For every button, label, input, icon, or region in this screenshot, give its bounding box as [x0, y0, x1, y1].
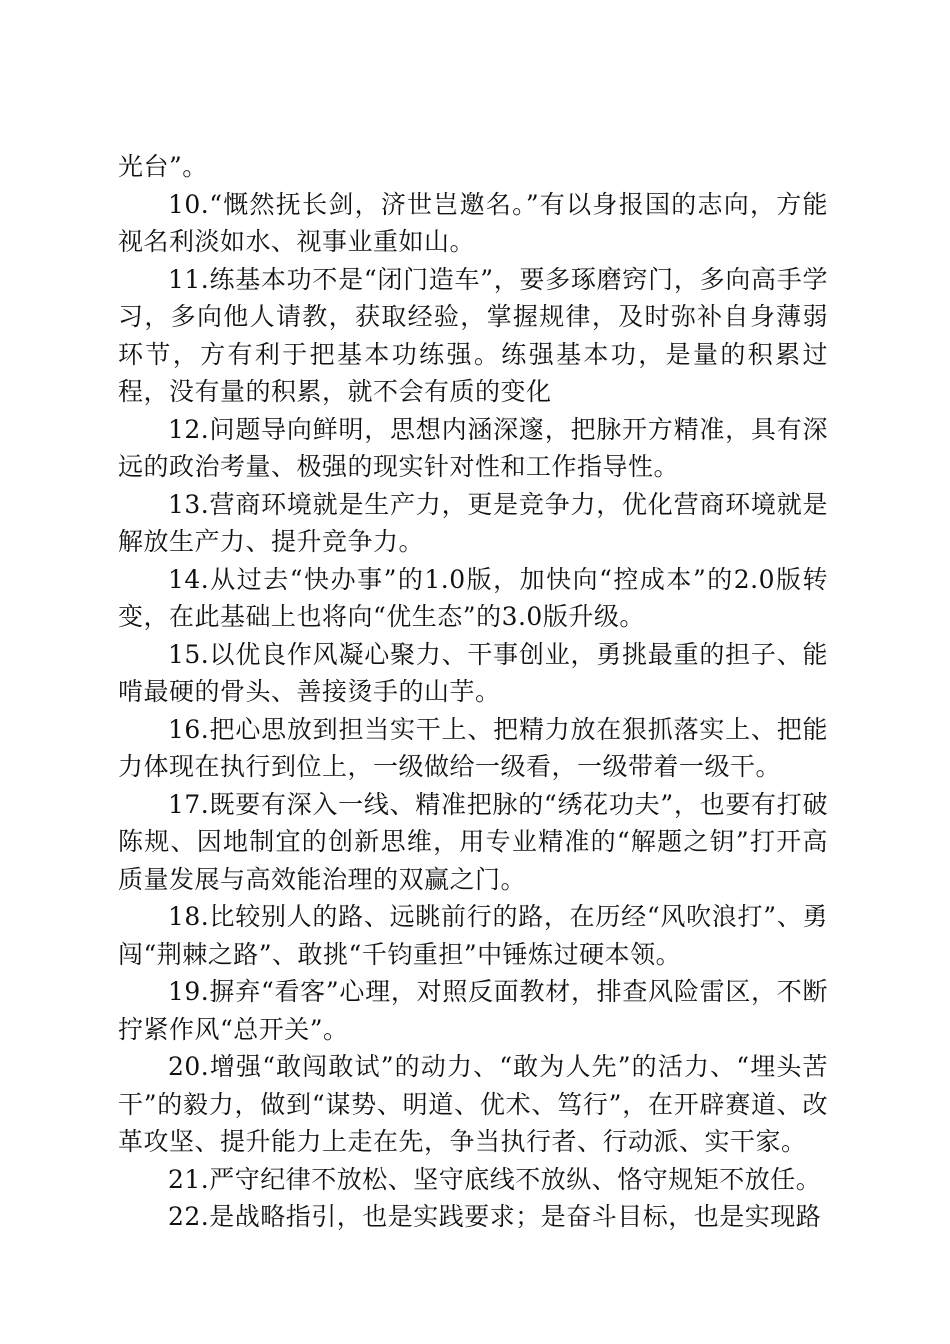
paragraph-19: 19.摒弃“看客”心理，对照反面教材，排查风险雷区，不断拧紧作风“总开关”。 — [118, 977, 828, 1044]
paragraph-14: 14.从过去“快办事”的1.0版，加快向“控成本”的2.0版转变，在此基础上也将向“优生态”的3.0版升级。 — [118, 564, 828, 631]
paragraph-20: 20.增强“敢闯敢试”的动力、“敢为人先”的活力、“埋头苦干”的毅力，做到“谋势、明道、优术、笃行”，在开辟赛道、改革攻坚、提升能力上走在先，争当执行者、行动派、实干家。 — [118, 1052, 828, 1156]
document-body — [118, 148, 828, 1236]
paragraph-11: 11.练基本功不是“闭门造车”，要多琢磨窍门，多向高手学习，多向他人请教，获取经验，掌握规律，及时弥补自身薄弱环节，方有利于把基本功练强。练强基本功，是量的积累过程，没有量的积累，就不会有质的变化 — [118, 264, 828, 406]
paragraph-12: 12.问题导向鲜明，思想内涵深邃，把脉开方精准，具有深远的政治考量、极强的现实针对性和工作指导性。 — [118, 414, 828, 481]
paragraph-13: 13.营商环境就是生产力，更是竞争力，优化营商环境就是解放生产力、提升竞争力。 — [118, 489, 828, 556]
continuation-line: 光台”。 — [118, 152, 208, 181]
paragraph-21: 21.严守纪律不放松、坚守底线不放纵、恪守规矩不放任。 — [168, 1164, 822, 1194]
paragraph-22: 22.是战略指引，也是实践要求；是奋斗目标，也是实现路 — [168, 1202, 822, 1231]
paragraph-10: 10.“慨然抚长剑，济世岂邀名。”有以身报国的志向，方能视名利淡如水、视事业重如山。 — [118, 189, 828, 256]
paragraph-17: 17.既要有深入一线、精准把脉的“绣花功夫”，也要有打破陈规、因地制宜的创新思维，用专业精准的“解题之钥”打开高质量发展与高效能治理的双赢之门。 — [118, 789, 828, 894]
paragraph-18: 18.比较别人的路、远眺前行的路，在历经“风吹浪打”、勇闯“荆棘之路”、敢挑“千钧重担”中锤炼过硬本领。 — [118, 902, 828, 969]
paragraph-16: 16.把心思放到担当实干上、把精力放在狠抓落实上、把能力体现在执行到位上，一级做给一级看，一级带着一级干。 — [118, 714, 828, 781]
paragraph-15: 15.以优良作风凝心聚力、干事创业，勇挑最重的担子、能啃最硬的骨头、善接烫手的山芋。 — [118, 639, 828, 706]
